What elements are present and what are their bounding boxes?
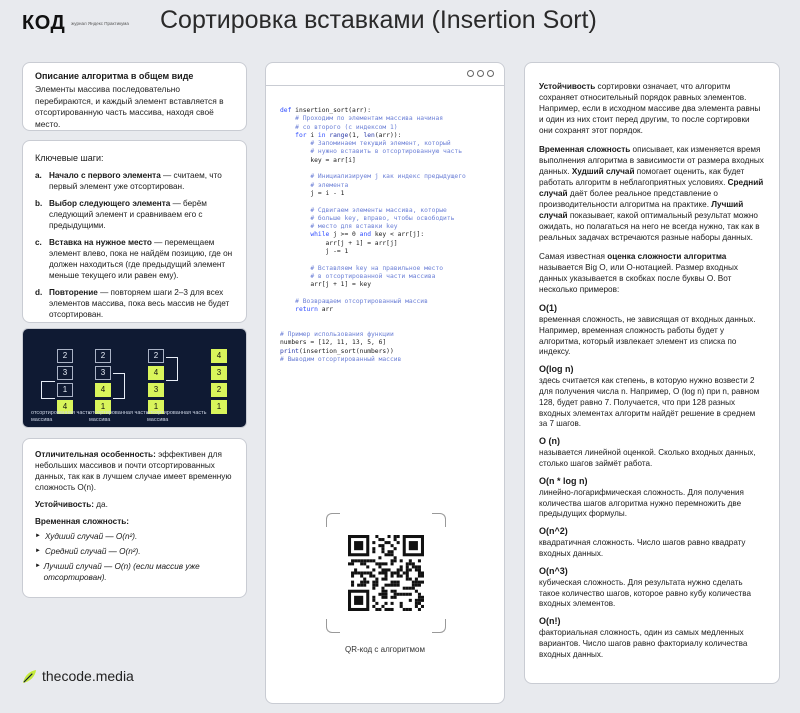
step-text: — берём следующий элемент и сравниваем его с предыдущими. [49, 199, 207, 230]
code-line: # Пример использования функции [280, 331, 394, 339]
window-controls [467, 70, 494, 77]
sort-visualization [22, 328, 247, 428]
complexity-item [539, 364, 765, 430]
qr-caption: QR-код с алгоритмом [345, 645, 425, 654]
description-card [22, 62, 247, 131]
array-cell-sorted: 4 [95, 383, 111, 397]
case-value: — O(n) (если массив уже отсортирован). [43, 562, 200, 582]
array-cell-sorted: 2 [211, 383, 227, 397]
page-title: Сортировка вставками (Insertion Sort) [160, 6, 597, 34]
array-cell-sorted: 1 [95, 400, 111, 414]
array-column [57, 349, 73, 417]
array-column [148, 349, 164, 417]
complexity-item [539, 566, 765, 610]
bigo-text: Самая известная [539, 252, 608, 261]
complexity-desc: здесь считается как степень, в которую нужно возвести 2 для получения числа n. Например, O (log n) при n, равном 128, будет равно 7. Получается, что при 128 разных входных элементах алгоритм найдёт решение в среднем за 7 шагов. [539, 376, 760, 429]
complexity-name: O(1) [539, 303, 557, 313]
stability-paragraph [539, 81, 765, 136]
best-bold: Лучший случай [539, 200, 744, 220]
code-line: def insertion_sort(arr): [280, 107, 371, 114]
distinct-text: эффективен для небольших массивов и почти отсортированных данных, так как в лучшем случае имеет временную сложность O(n). [35, 450, 232, 492]
complexity-item [539, 526, 765, 560]
window-divider [266, 85, 504, 86]
stability-bold: Устойчивость [539, 82, 596, 91]
step-item [35, 170, 234, 192]
brand [22, 668, 134, 684]
window-dot-icon [477, 70, 484, 77]
complexity-name: O(n^3) [539, 565, 568, 576]
code-line [280, 290, 466, 298]
code-line: j -= 1 [280, 248, 349, 256]
case-label: Средний случай [45, 547, 107, 556]
code-line [280, 323, 466, 331]
complexity-card [524, 62, 780, 684]
step-bold: Повторение [49, 288, 98, 297]
brand-name: thecode.media [42, 668, 134, 684]
logo-subtitle: журнал Яндекс Практикума [71, 21, 129, 26]
qr-corner [432, 513, 446, 527]
complexity-desc: называется линейной оценкой. Сколько входных данных, столько шагов займёт работа. [539, 448, 756, 468]
stability-text: сортировки означает, что алгоритм сохраняет относительный порядок равных элементов. Например, если в исходном массиве два элемента равны и один из них стоит перед другим, то после сортировки они сохранят этот порядок. [539, 82, 761, 135]
complexity-name: O(log n) [539, 364, 574, 375]
code-line: for i in range(1, len(arr)): [295, 131, 402, 139]
complexity-desc: квадратичная сложность. Число шагов равно квадрату входных данных. [539, 538, 746, 558]
viz-caption: отсортированная часть массива [31, 410, 91, 423]
complexity-item [539, 476, 765, 520]
step-bold: Начало с первого элемента [49, 171, 161, 180]
code-window [265, 62, 505, 704]
code-line: arr[j + 1] = arr[j] [280, 239, 398, 247]
bigo-bold: оценка сложности алгоритма [607, 252, 727, 261]
window-dot-icon [467, 70, 474, 77]
code-line: key = arr[i] [280, 156, 356, 164]
bullet-icon: ► [35, 563, 41, 569]
bullet-icon: ► [35, 533, 41, 539]
array-cell: 1 [57, 383, 73, 397]
code-line: return arr [295, 306, 334, 314]
code-line: # больше key, вправо, чтобы освободить [310, 214, 455, 222]
time-paragraph [539, 144, 765, 243]
complexity-name: O(n^2) [539, 526, 568, 537]
arrow-icon [113, 373, 125, 399]
array-cell: 3 [95, 366, 111, 380]
array-cell: 2 [148, 349, 164, 363]
step-bold: Выбор следующего элемента [49, 199, 171, 208]
code-line: print(insertion_sort(numbers)) [280, 347, 394, 355]
viz-caption: отсортированная часть массива [89, 410, 149, 423]
case-value: — O(n²). [106, 547, 141, 556]
time-text: помогает оценить, как будет работать алгоритм в неблагоприятных условиях. [539, 167, 745, 187]
code-line: # Возвращаем отсортированный массив [295, 297, 428, 305]
step-text: — считаем, что первый элемент уже отсортирован. [49, 171, 222, 191]
array-cell-sorted: 4 [211, 349, 227, 363]
qr-corner [326, 513, 340, 527]
step-item [35, 287, 234, 320]
complexity-desc: временная сложность, не зависящая от входных данных. Например, временная сложность работы будет у алгоритма, который извлекает элемент из списка по индексу. [539, 315, 756, 357]
complexity-item [539, 616, 765, 660]
code-line: # Вставляем key на правильное место [310, 264, 444, 272]
case-label: Лучший случай [43, 562, 102, 571]
case-value: — O(n²). [103, 532, 138, 541]
complexity-desc: линейно-логарифмическая сложность. Для получения количества шагов алгоритма нужно перемножить две предыдущих формулы. [539, 487, 744, 519]
bullet-icon: ► [35, 548, 41, 554]
code-line: numbers = [12, 11, 13, 5, 6] [280, 339, 387, 347]
time-text: показывает, какой оптимальный результат можно ожидать, но полагаться на него не всегда нужно, так как в реальных задачах встречаются разные наборы данных. [539, 211, 760, 242]
step-text: — повторяем шаги 2–3 для всех элементов массива, пока весь массив не будет отсортирован. [49, 288, 230, 319]
list-item [35, 561, 234, 583]
step-number: c. [35, 238, 42, 247]
array-cell-sorted: 1 [148, 400, 164, 414]
bigo-paragraph [539, 251, 765, 295]
distinct-label: Отличительная особенность: [35, 450, 156, 459]
complexity-name: O(n!) [539, 616, 561, 627]
step-item [35, 198, 234, 231]
step-bold: Вставка на нужное место [49, 238, 152, 247]
viz-caption: отсортированная часть массива [147, 410, 207, 423]
code-line: # Запоминаем текущий элемент, который [310, 140, 451, 148]
code-line [280, 256, 466, 264]
step-text: — перемещаем элемент влево, пока не найдём позицию, где он должен находиться (где предыдущий элемент меньше текущего или равен ему). [49, 238, 233, 280]
array-cell-sorted: 4 [57, 400, 73, 414]
list-item [35, 531, 234, 542]
complexity-name: O(n * log n) [539, 475, 588, 486]
bigo-text: называется Big O, или O-нотацией. Размер входных данных указывается в скобках после буквы O. Вот несколько примеров: [539, 263, 738, 294]
leaf-icon [22, 669, 37, 684]
code-line [280, 314, 466, 322]
qr-frame [326, 513, 446, 633]
complexity-item [539, 303, 765, 358]
list-item [35, 546, 234, 557]
qr-corner [326, 619, 340, 633]
step-number: b. [35, 199, 43, 208]
code-line: # нужно вставить в отсортированную часть [310, 148, 462, 156]
stability-label: Устойчивость: [35, 500, 94, 509]
step-number: a. [35, 171, 42, 180]
array-cell: 3 [57, 366, 73, 380]
array-cell-sorted: 3 [148, 383, 164, 397]
code-line: arr[j + 1] = key [280, 281, 371, 289]
array-cell: 2 [57, 349, 73, 363]
cases-list [35, 531, 234, 583]
steps-card [22, 140, 247, 323]
complexity-item [539, 436, 765, 470]
qr-code[interactable] [348, 535, 424, 611]
code-line [280, 198, 466, 206]
array-cell: 2 [95, 349, 111, 363]
arrow-icon [41, 381, 55, 399]
case-label: Худший случай [45, 532, 104, 541]
steps-heading: Ключевые шаги: [35, 153, 104, 163]
logo [22, 12, 131, 35]
code-line: # со второго (с индексом 1) [295, 123, 398, 131]
complexity-desc: факториальная сложность, один из самых медленных вариантов. Число шагов равно факториалу количества входных данных. [539, 628, 748, 659]
step-item [35, 237, 234, 281]
time-text: описывает, как изменяется время выполнения алгоритма в зависимости от размера входных данных. [539, 145, 764, 176]
code-line: while j >= 0 and key < arr[j]: [310, 231, 425, 239]
code-line: # Выводим отсортированный массив [280, 355, 402, 363]
complexity-desc: кубическая сложность. Для результата нужно сделать такое количество шагов, которое равно кубу количества входных элементов. [539, 577, 751, 609]
features-card [22, 438, 247, 598]
stability-value: да. [94, 500, 108, 509]
time-text: даёт более реальное представление о производительности алгоритма на практике. [539, 189, 718, 209]
complexity-name: O (n) [539, 436, 560, 447]
description-heading: Описание алгоритма в общем виде [35, 71, 194, 81]
code-line: # Инициализируем j как индекс предыдущего [310, 173, 466, 181]
array-column [211, 349, 227, 417]
description-text: Элементы массива последовательно перебираются, и каждый элемент вставляется в отсортированную часть массива, находя своё место. [35, 84, 224, 129]
code-line: # Сдвигаем элементы массива, которые [310, 206, 447, 214]
avg-bold: Средний случай [539, 178, 764, 198]
array-cell-sorted: 1 [211, 400, 227, 414]
window-dot-icon [487, 70, 494, 77]
array-cell-sorted: 3 [211, 366, 227, 380]
time-bold: Временная сложность [539, 145, 631, 154]
code-block [280, 107, 466, 364]
code-line: j = i - 1 [280, 189, 345, 197]
step-number: d. [35, 288, 43, 297]
code-line: # элемента [310, 181, 349, 189]
code-line [280, 165, 466, 173]
worst-bold: Худший случай [571, 167, 635, 176]
qr-corner [432, 619, 446, 633]
code-line: # место для вставки key [310, 223, 398, 231]
arrow-icon [166, 357, 178, 381]
time-label: Временная сложность: [35, 517, 129, 526]
code-line: # в отсортированной части массива [310, 272, 436, 280]
code-line: # Проходим по элементам массива начиная [295, 115, 444, 123]
logo-text: КОД [22, 12, 66, 34]
array-column [95, 349, 111, 417]
array-cell-sorted: 4 [148, 366, 164, 380]
